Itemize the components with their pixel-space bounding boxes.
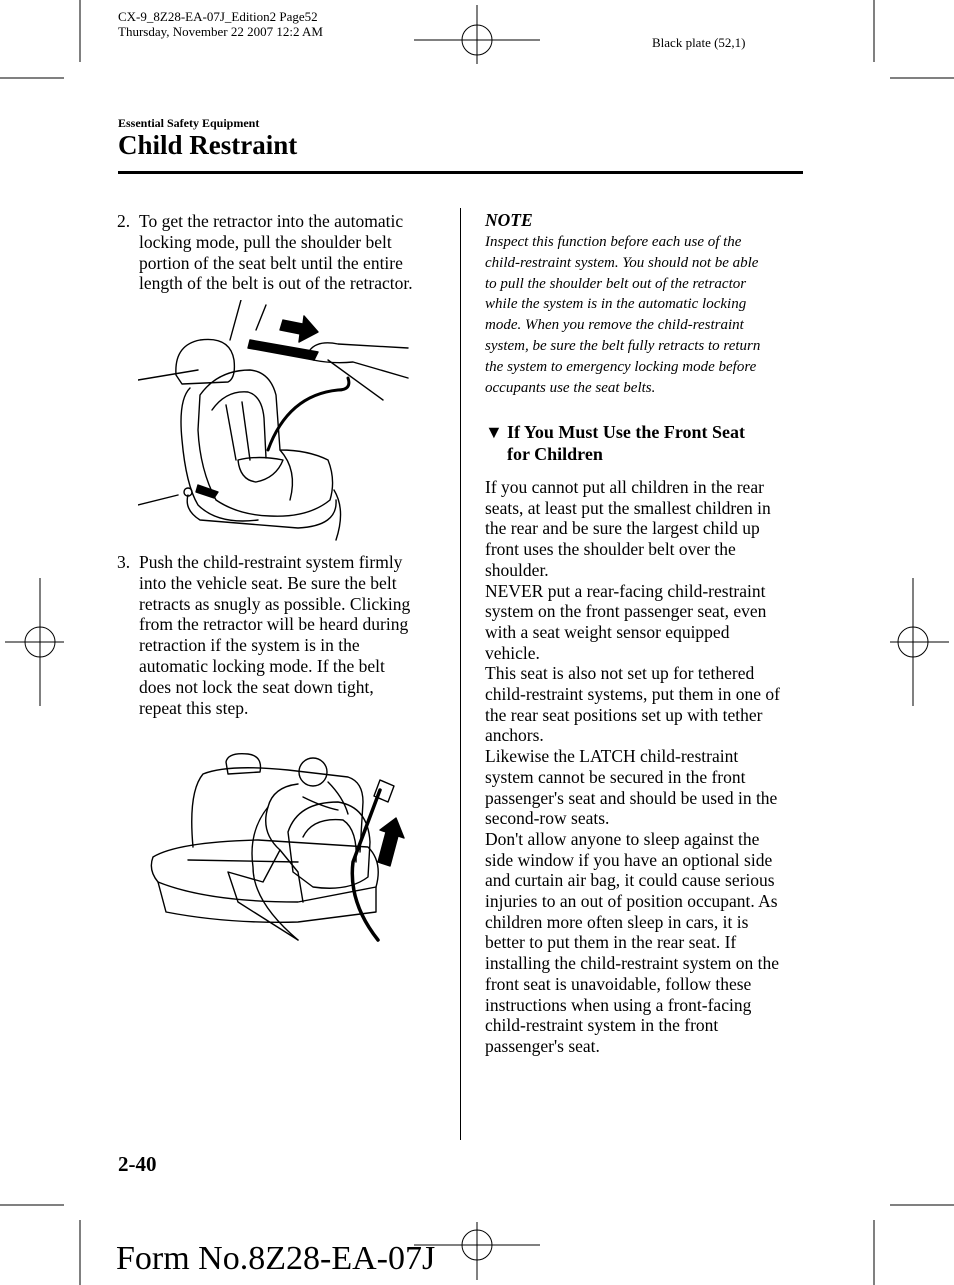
- body-line: injuries to an out of position occupant. As: [485, 891, 778, 912]
- body-line: passenger's seat.: [485, 1035, 600, 1056]
- body-line: front seat is unavoidable, follow these: [485, 973, 752, 994]
- body-line: shoulder.: [485, 559, 549, 580]
- body-line: front uses the shoulder belt over the: [485, 539, 736, 560]
- note-line: the system to emergency locking mode before: [485, 358, 757, 375]
- front-seat-body: [485, 477, 805, 1057]
- body-line: This seat is also not set up for tethered: [485, 663, 755, 684]
- body-line: side window if you have an optional side: [485, 849, 773, 870]
- body-line: installing the child-restraint system on the: [485, 953, 780, 974]
- step-2: [117, 211, 437, 294]
- step-3-line: automatic locking mode. If the belt: [139, 655, 385, 676]
- registration-crosshair-icon: [5, 578, 64, 706]
- body-line: second-row seats.: [485, 808, 610, 829]
- file-info-line1: CX-9_8Z28-EA-07J_Edition2 Page52: [118, 9, 318, 24]
- note-line: while the system is in the automatic locking: [485, 296, 747, 313]
- body-line: passenger's seat and should be used in the: [485, 787, 778, 808]
- body-line: Likewise the LATCH child-restraint: [485, 746, 739, 767]
- body-line: child-restraint systems, put them in one of: [485, 684, 781, 705]
- subheading-line: for Children: [507, 444, 603, 464]
- step-2-line: To get the retractor into the automatic: [139, 211, 404, 231]
- subheading: [485, 421, 803, 465]
- body-line: Don't allow anyone to sleep against the: [485, 828, 760, 849]
- column-divider: [460, 208, 461, 1140]
- body-line: the rear seat positions set up with tether: [485, 704, 763, 725]
- step-3-line: Push the child-restraint system firmly: [139, 552, 403, 572]
- triangle-marker-icon: ▼: [485, 422, 503, 442]
- registration-crosshair-icon: [414, 5, 540, 64]
- step-3: [117, 552, 437, 718]
- note-line: child-restraint system. You should not be able: [485, 254, 759, 271]
- note-line: Inspect this function before each use of the: [485, 234, 742, 250]
- section-label: Essential Safety Equipment: [118, 116, 260, 130]
- body-line: If you cannot put all children in the rear: [485, 477, 764, 497]
- subheading-line: If You Must Use the Front Seat: [507, 422, 745, 442]
- step-3-line: into the vehicle seat. Be sure the belt: [139, 572, 397, 593]
- body-line: children more often sleep in cars, it is: [485, 911, 749, 932]
- note-line: occupants use the seat belts.: [485, 379, 656, 396]
- title-rule: [118, 171, 803, 174]
- step-2-line: locking mode, pull the shoulder belt: [139, 231, 392, 252]
- child-seat-belt-pull-illustration: [138, 300, 418, 545]
- body-line: system cannot be secured in the front: [485, 766, 746, 787]
- body-line: child-restraint system in the front: [485, 1015, 719, 1036]
- body-line: better to put them in the rear seat. If: [485, 932, 737, 953]
- step-3-line: retracts as snugly as possible. Clicking: [139, 593, 411, 614]
- step-3-line: retraction if the system is in the: [139, 635, 360, 656]
- note-line: mode. When you remove the child-restraint: [485, 317, 744, 334]
- step-3-line: from the retractor will be heard during: [139, 614, 409, 635]
- note-heading: NOTE: [485, 210, 533, 230]
- plate-label: Black plate (52,1): [652, 35, 746, 50]
- adult-pushing-child-seat-illustration: [148, 752, 418, 944]
- page-number: 2-40: [118, 1152, 157, 1176]
- file-info-line2: Thursday, November 22 2007 12:2 AM: [118, 24, 323, 39]
- body-line: anchors.: [485, 725, 544, 746]
- body-line: instructions when using a front-facing: [485, 994, 752, 1015]
- body-line: with a seat weight sensor equipped: [485, 621, 730, 642]
- step-2-line: portion of the seat belt until the entire: [139, 252, 403, 273]
- note-body: [485, 232, 803, 398]
- registration-crosshair-icon: [890, 578, 949, 706]
- step-2-number: 2.: [117, 211, 131, 231]
- step-3-number: 3.: [117, 552, 131, 572]
- page-title: Child Restraint: [118, 130, 298, 160]
- file-info: [118, 9, 323, 39]
- body-line: and curtain air bag, it could cause serious: [485, 870, 775, 891]
- body-line: the rear and be sure the largest child up: [485, 518, 760, 539]
- note-line: to pull the shoulder belt out of the retractor: [485, 275, 747, 292]
- body-line: NEVER put a rear-facing child-restraint: [485, 580, 766, 601]
- step-3-line: does not lock the seat down tight,: [139, 676, 374, 697]
- note-line: system, be sure the belt fully retracts to return: [485, 337, 761, 354]
- body-line: vehicle.: [485, 642, 540, 663]
- body-line: system on the front passenger seat, even: [485, 601, 767, 622]
- body-line: seats, at least put the smallest children in: [485, 497, 771, 518]
- form-number: Form No.8Z28-EA-07J: [116, 1240, 436, 1277]
- step-3-line: repeat this step.: [139, 697, 249, 718]
- step-2-line: length of the belt is out of the retractor.: [139, 273, 413, 294]
